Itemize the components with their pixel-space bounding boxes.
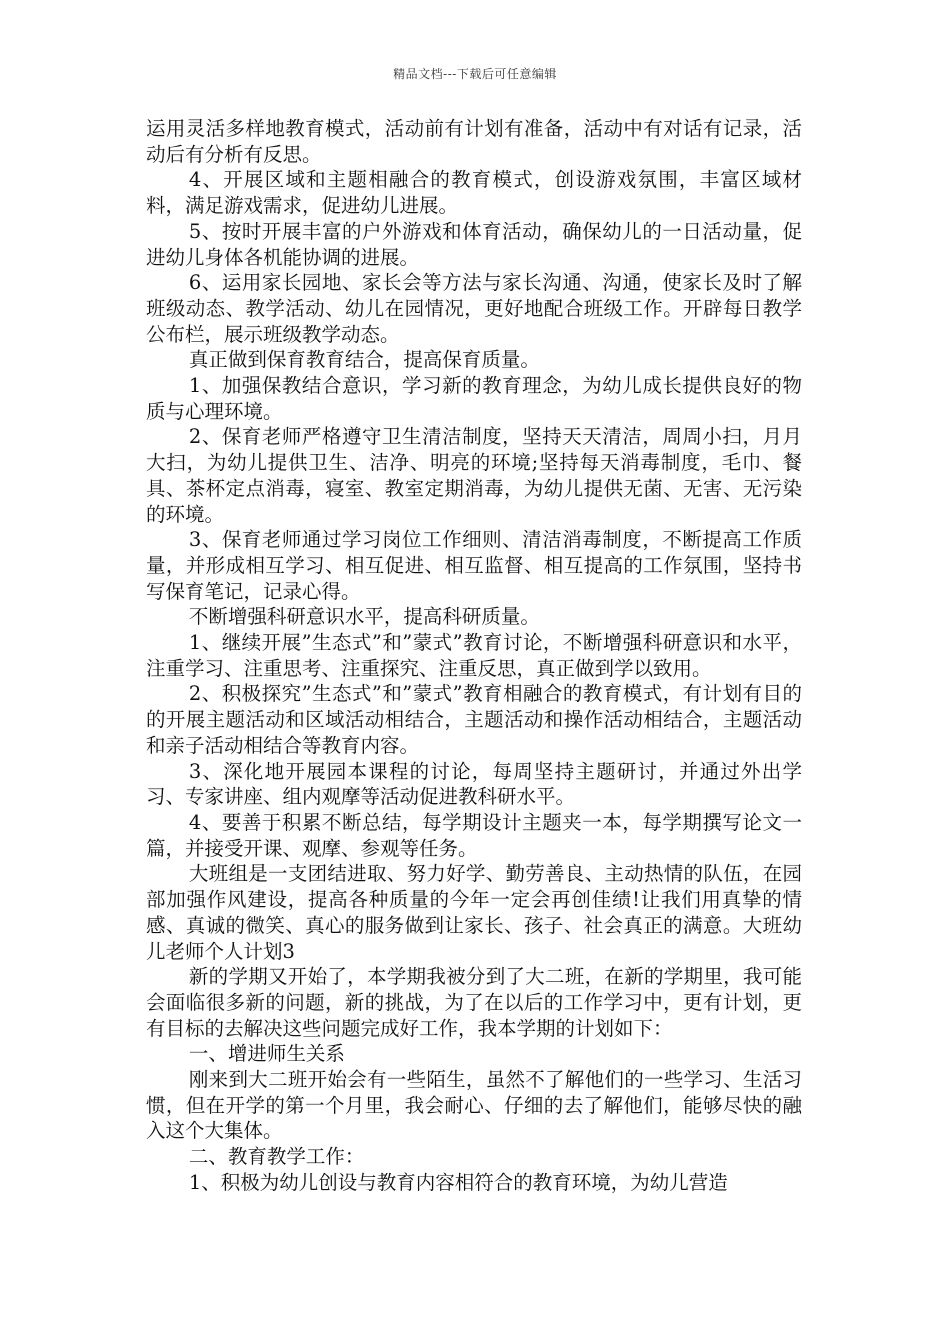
paragraph: 1、积极为幼儿创设与教育内容相符合的教育环境，为幼儿营造 bbox=[188, 1170, 728, 1194]
paragraph: 真正做到保育教育结合，提高保育质量。 bbox=[188, 348, 540, 372]
document-body bbox=[146, 116, 802, 1196]
paragraph: 4、要善于积累不断总结，每学期设计主题夹一本，每学期撰写论文一篇，并接受开课、观摩、参观等任务。 bbox=[146, 810, 802, 860]
paragraph: 大班组是一支团结进取、努力好学、勤劳善良、主动热情的队伍，在园部加强作风建设，提高各种质量的今年一定会再创佳绩!让我们用真挚的情感、真诚的微笑、真心的服务做到让家长、孩子、社会真正的满意。大班幼儿老师个人计划3 bbox=[146, 862, 802, 963]
paragraph: 运用灵活多样地教育模式，活动前有计划有准备，活动中有对话有记录，活动后有分析有反思。 bbox=[146, 117, 802, 166]
paragraph: 6、运用家长园地、家长会等方法与家长沟通、沟通，使家长及时了解班级动态、教学活动、幼儿在园情况，更好地配合班级工作。开辟每日教学公布栏，展示班级教学动态。 bbox=[146, 271, 802, 346]
page-header: 精品文档---下载后可任意编辑 bbox=[393, 67, 557, 81]
paragraph: 新的学期又开始了，本学期我被分到了大二班，在新的学期里，我可能会面临很多新的问题，新的挑战，为了在以后的工作学习中，更有计划，更有目标的去解决这些问题完成好工作，我本学期的计划如下： bbox=[146, 965, 802, 1040]
paragraph: 不断增强科研意识水平，提高科研质量。 bbox=[188, 605, 540, 629]
paragraph: 1、加强保教结合意识，学习新的教育理念，为幼儿成长提供良好的物质与心理环境。 bbox=[146, 374, 802, 423]
paragraph: 1、继续开展”生态式”和”蒙式”教育讨论，不断增强科研意识和水平，注重学习、注重思考、注重探究、注重反思，真正做到学以致用。 bbox=[146, 631, 802, 680]
paragraph: 二、教育教学工作： bbox=[188, 1145, 365, 1169]
paragraph: 刚来到大二班开始会有一些陌生，虽然不了解他们的一些学习、生活习惯，但在开学的第一个月里，我会耐心、仔细的去了解他们，能够尽快的融入这个大集体。 bbox=[146, 1068, 802, 1143]
paragraph: 4、开展区域和主题相融合的教育模式，创设游戏氛围，丰富区域材料，满足游戏需求，促进幼儿进展。 bbox=[146, 168, 802, 218]
paragraph: 2、积极探究”生态式”和”蒙式”教育相融合的教育模式，有计划有目的的开展主题活动和区域活动相结合，主题活动和操作活动相结合，主题活动和亲子活动相结合等教育内容。 bbox=[146, 682, 802, 757]
paragraph: 2、保育老师严格遵守卫生清洁制度，坚持天天清洁，周周小扫，月月大扫，为幼儿提供卫生、洁净、明亮的环境;坚持每天消毒制度，毛巾、餐具、茶杯定点消毒，寝室、教室定期消毒，为幼儿提供无菌、无害、无污染的环境。 bbox=[146, 425, 802, 526]
paragraph: 一、增进师生关系 bbox=[188, 1042, 345, 1066]
paragraph: 3、深化地开展园本课程的讨论，每周坚持主题研讨，并通过外出学习、专家讲座、组内观摩等活动促进教科研水平。 bbox=[146, 759, 802, 809]
paragraph: 5、按时开展丰富的户外游戏和体育活动，确保幼儿的一日活动量，促进幼儿身体各机能协调的进展。 bbox=[146, 219, 802, 269]
paragraph: 3、保育老师通过学习岗位工作细则、清洁消毒制度，不断提高工作质量，并形成相互学习、相互促进、相互监督、相互提高的工作氛围，坚持书写保育笔记，记录心得。 bbox=[146, 528, 802, 603]
